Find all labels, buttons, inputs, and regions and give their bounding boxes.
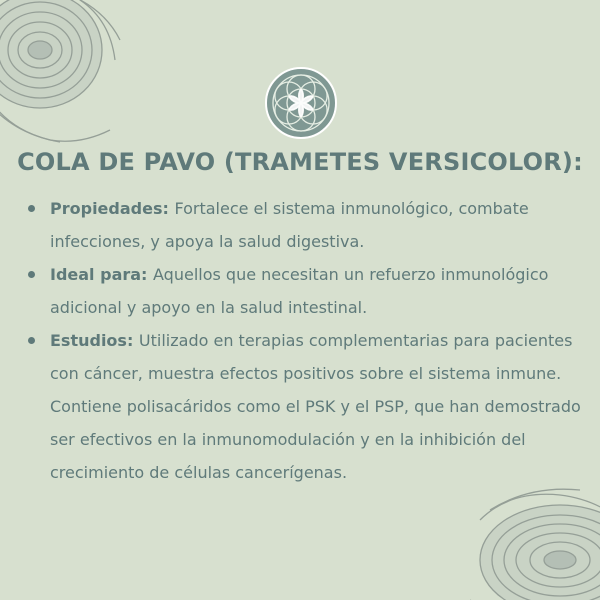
flower-of-life-emblem-icon (264, 66, 338, 140)
list-item (28, 258, 588, 324)
item-text: Utilizado en terapias complementarias para pacientes con cáncer, muestra efectos positivos sobre el sistema inmune. Contiene polisacáridos como el PSK y el PSP, que han demostrado ser efectivos en la inmunomodulación y en la inhibición del crecimiento de células cancerígenas. (50, 331, 581, 482)
item-text: Aquellos que necesitan un refuerzo inmunológico adicional y apoyo en la salud intestinal. (50, 265, 549, 317)
item-label: Propiedades: (50, 199, 175, 218)
bullet-list (28, 192, 588, 489)
mushroom-illustration-top-left (0, 0, 130, 150)
bullet-dot-icon (28, 271, 35, 278)
item-label: Estudios: (50, 331, 139, 350)
page-title: COLA DE PAVO (TRAMETES VERSICOLOR): (17, 148, 583, 176)
bullet-dot-icon (28, 205, 35, 212)
list-item (28, 324, 588, 489)
list-item (28, 192, 588, 258)
mushroom-illustration-bottom-right (450, 480, 600, 600)
item-label: Ideal para: (50, 265, 154, 284)
item-text: Fortalece el sistema inmunológico, combate infecciones, y apoya la salud digestiva. (50, 199, 529, 251)
bullet-dot-icon (28, 337, 35, 344)
